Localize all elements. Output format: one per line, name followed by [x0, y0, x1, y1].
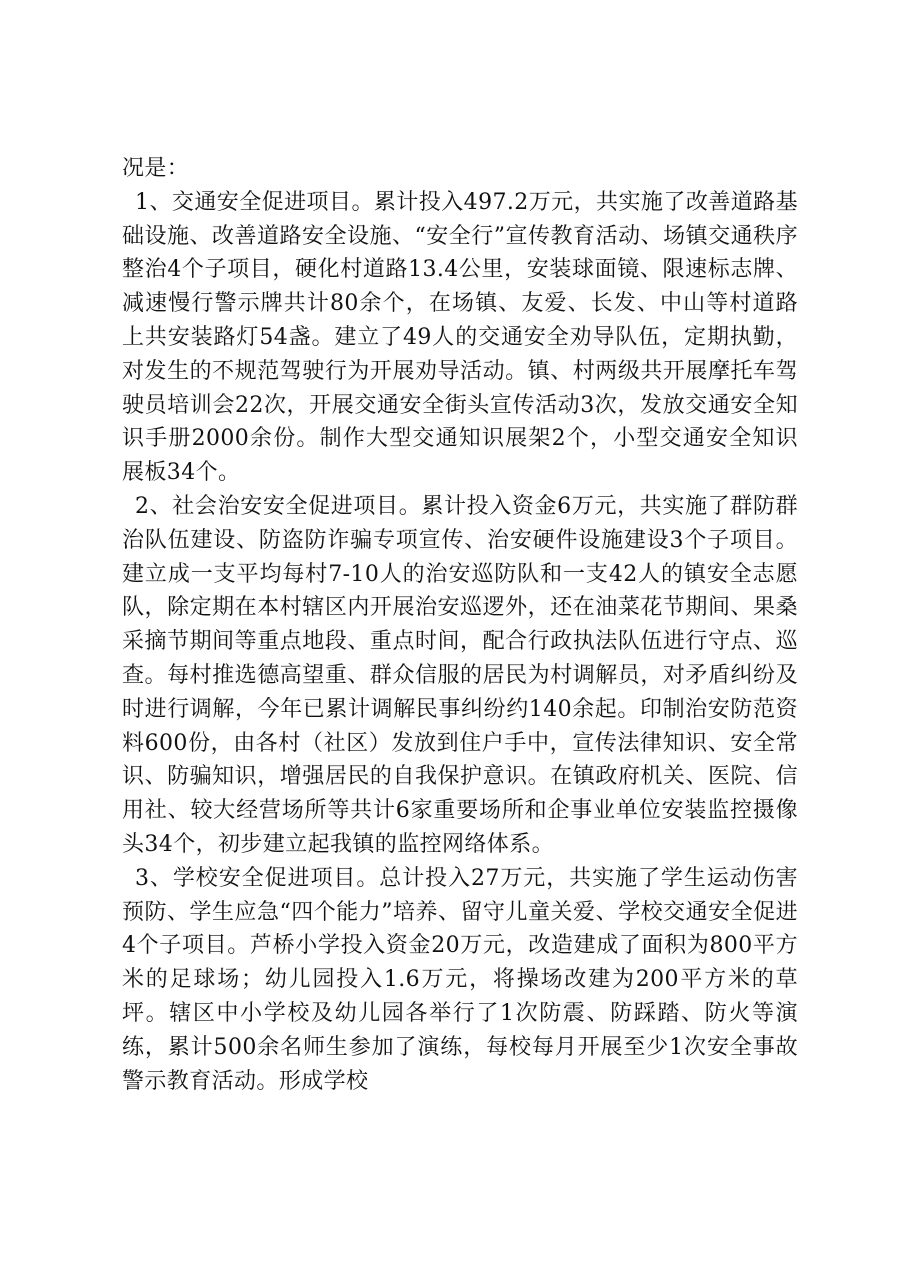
document-page [122, 152, 798, 1098]
paragraph-traffic-safety: 1、交通安全促进项目。累计投入497.2万元，共实施了改善道路基础设施、改善道路安全设施、“安全行”宣传教育活动、场镇交通秩序整治4个子项目，硬化村道路13.4公里，安装球面镜、限速标志牌、减速慢行警示牌共计80余个，在场镇、友爱、长发、中山等村道路上共安装路灯54盏。建立了49人的交通安全劝导队伍，定期执勤，对发生的不规范驾驶行为开展劝导活动。镇、村两级共开展摩托车驾驶员培训会22次，开展交通安全街头宣传活动3次，发放交通安全知识手册2000余份。制作大型交通知识展架2个，小型交通安全知识展板34个。 [122, 189, 798, 486]
paragraph-public-security: 2、社会治安安全促进项目。累计投入资金6万元，共实施了群防群治队伍建设、防盗防诈骗专项宣传、治安硬件设施建设3个子项目。建立成一支平均每村7-10人的治安巡防队和一支42人的镇安全志愿队，除定期在本村辖区内开展治安巡逻外，还在油菜花节期间、果桑采摘节期间等重点地段、重点时间，配合行政执法队伍进行守点、巡查。每村推选德高望重、群众信服的居民为村调解员，对矛盾纠纷及时进行调解，今年已累计调解民事纠纷约140余起。印制治安防范资料600份，由各村（社区）发放到住户手中，宣传法律知识、安全常识、防骗知识，增强居民的自我保护意识。在镇政府机关、医院、信用社、较大经营场所等共计6家重要场所和企事业单位安装监控摄像头34个，初步建立起我镇的监控网络体系。 [122, 493, 798, 857]
paragraph-school-safety: 3、学校安全促进项目。总计投入27万元，共实施了学生运动伤害预防、学生应急“四个能力”培养、留守儿童关爱、学校交通安全促进4个子项目。芦桥小学投入资金20万元，改造建成了面积为800平方米的足球场；幼儿园投入1.6万元，将操场改建为200平方米的草坪。辖区中小学校及幼儿园各举行了1次防震、防踩踏、防火等演练，累计500余名师生参加了演练，每校每月开展至少1次安全事故警示教育活动。形成学校 [122, 865, 798, 1094]
continuation-line: 况是： [122, 156, 190, 181]
